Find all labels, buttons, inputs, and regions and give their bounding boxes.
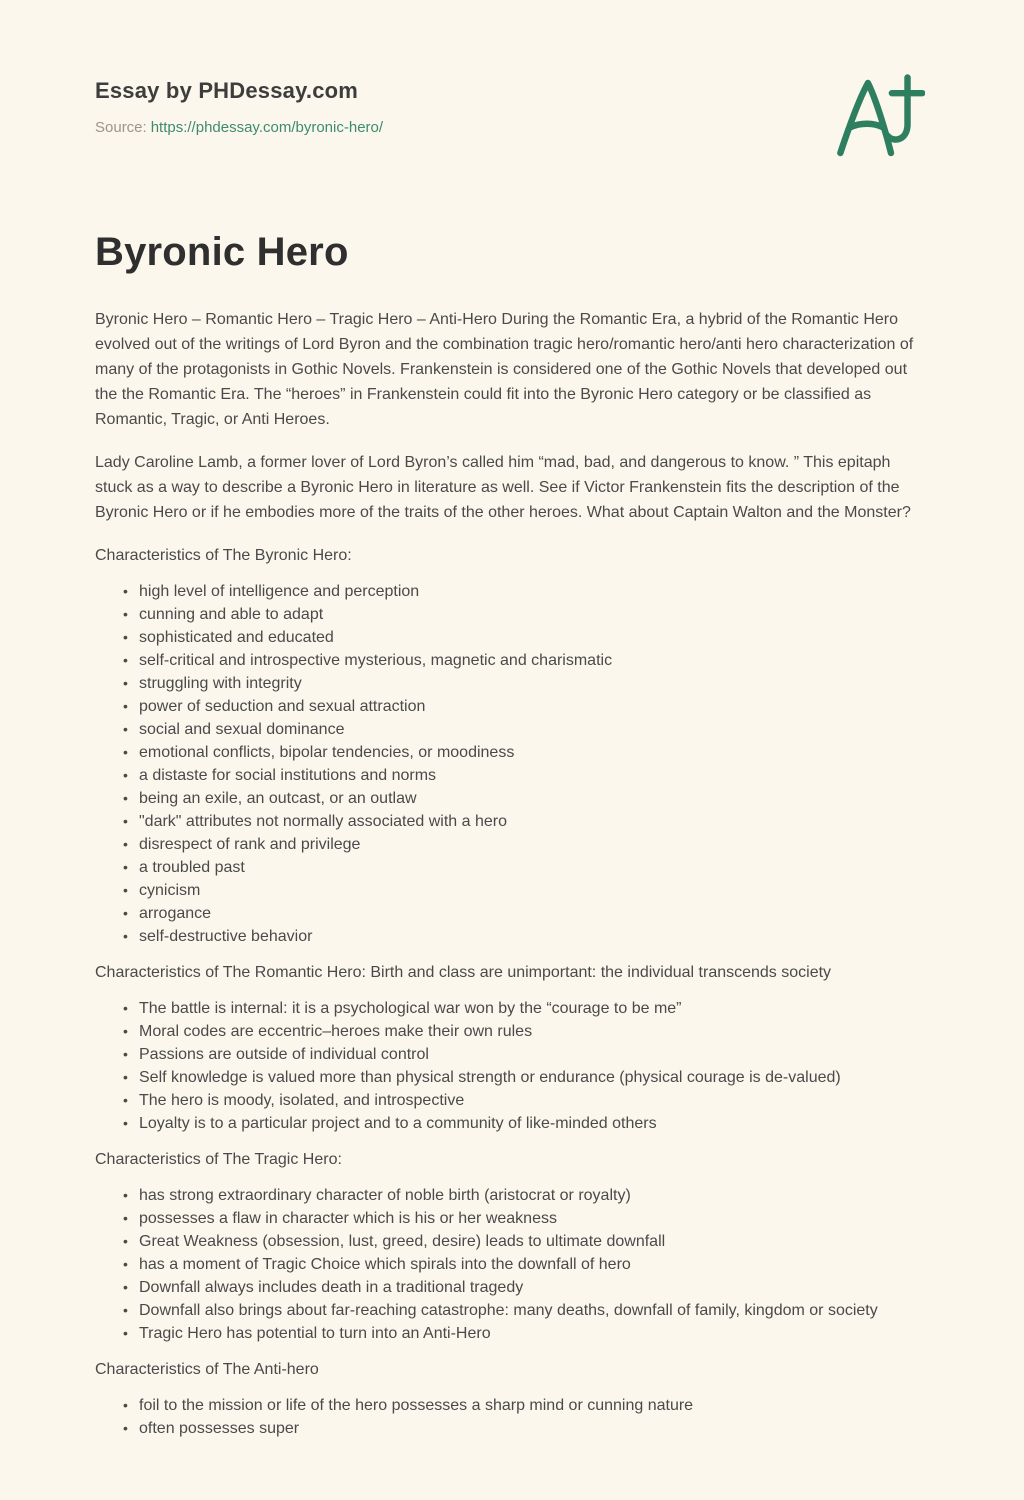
list-item-text: cunning and able to adapt xyxy=(139,606,324,623)
list-item-text: being an exile, an outcast, or an outlaw xyxy=(139,790,417,807)
list-item-text: struggling with integrity xyxy=(139,675,302,692)
section-romantic-hero xyxy=(95,960,929,1135)
list-item xyxy=(123,833,929,856)
list-item-text: Moral codes are eccentric–heroes make their own rules xyxy=(139,1023,533,1040)
phdessay-logo-icon xyxy=(833,70,925,166)
list-item xyxy=(123,1230,929,1253)
source-url-link[interactable]: https://phdessay.com/byronic-hero/ xyxy=(150,119,384,136)
list-item-text: Great Weakness (obsession, lust, greed, desire) leads to ultimate downfall xyxy=(139,1233,666,1250)
list-item-text: The battle is internal: it is a psychological war won by the “courage to be me” xyxy=(139,1000,682,1017)
list-item xyxy=(123,1184,929,1207)
list-item-text: cynicism xyxy=(139,882,201,899)
romantic-hero-traits-list xyxy=(95,997,929,1135)
list-item-text: arrogance xyxy=(139,905,212,922)
list-item-text: Downfall also brings about far-reaching catastrophe: many deaths, downfall of family, kingdom or society xyxy=(139,1302,878,1319)
section-heading-tragic: Characteristics of The Tragic Hero: xyxy=(95,1151,342,1168)
tragic-hero-traits-list xyxy=(95,1184,929,1345)
list-item-text: emotional conflicts, bipolar tendencies, or moodiness xyxy=(139,744,515,761)
list-item xyxy=(123,1207,929,1230)
list-item xyxy=(123,997,929,1020)
section-anti-hero xyxy=(95,1357,929,1440)
list-item xyxy=(123,1020,929,1043)
logo-dagger-stem xyxy=(887,78,907,140)
list-item-text: The hero is moody, isolated, and introspective xyxy=(139,1092,465,1109)
list-item-text: has strong extraordinary character of noble birth (aristocrat or royalty) xyxy=(139,1187,631,1204)
list-item-text: social and sexual dominance xyxy=(139,721,345,738)
list-item xyxy=(123,1276,929,1299)
paragraph-intro: Byronic Hero – Romantic Hero – Tragic Hero – Anti-Hero During the Romantic Era, a hybrid of the Romantic Hero evolved out of the writings of Lord Byron and the combination tragic hero/romantic hero/anti hero characterization of many of the protagonists in Gothic Novels. Frankenstein is considered one of the Gothic Novels that developed out the the Romantic Era. The “heroes” in Frankenstein could fit into the Byronic Hero category or be classified as Romantic, Tragic, or Anti Heroes. xyxy=(95,311,914,428)
list-item-text: a troubled past xyxy=(139,859,245,876)
list-item xyxy=(123,1253,929,1276)
section-heading-byronic: Characteristics of The Byronic Hero: xyxy=(95,547,352,564)
list-item-text: possesses a flaw in character which is his or her weakness xyxy=(139,1210,557,1227)
list-item xyxy=(123,580,929,603)
list-item-text: Passions are outside of individual control xyxy=(139,1046,429,1063)
list-item xyxy=(123,856,929,879)
list-item xyxy=(123,810,929,833)
list-item xyxy=(123,672,929,695)
list-item xyxy=(123,741,929,764)
list-item xyxy=(123,1322,929,1345)
anti-hero-traits-list xyxy=(95,1394,929,1440)
list-item-text: sophisticated and educated xyxy=(139,629,334,646)
logo-letter-a-crossbar xyxy=(850,124,882,127)
list-item xyxy=(123,764,929,787)
paragraph-lamb-quote: Lady Caroline Lamb, a former lover of Lord Byron’s called him “mad, bad, and dangerous to know. ” This epitaph stuck as a way to describe a Byronic Hero in literature as well. See if Victor Frankenstein fits the description of the Byronic Hero or if he embodies more of the traits of the other heroes. What about Captain Walton and the Monster? xyxy=(95,454,911,521)
source-line xyxy=(95,119,383,136)
list-item xyxy=(123,649,929,672)
header-title: Essay by PHDessay.com xyxy=(95,78,359,103)
list-item-text: has a moment of Tragic Choice which spirals into the downfall of hero xyxy=(139,1256,631,1273)
list-item-text: Tragic Hero has potential to turn into an Anti-Hero xyxy=(139,1325,491,1342)
list-item xyxy=(123,879,929,902)
list-item xyxy=(123,1066,929,1089)
list-item xyxy=(123,718,929,741)
list-item xyxy=(123,1417,929,1440)
list-item xyxy=(123,1394,929,1417)
list-item-text: Self knowledge is valued more than physical strength or endurance (physical courage is de-valued) xyxy=(139,1069,841,1086)
list-item xyxy=(123,902,929,925)
byronic-hero-traits-list xyxy=(95,580,929,948)
list-item-text: Downfall always includes death in a traditional tragedy xyxy=(139,1279,524,1296)
list-item-text: high level of intelligence and perception xyxy=(139,583,420,600)
list-item-text: a distaste for social institutions and norms xyxy=(139,767,437,784)
list-item-text: Loyalty is to a particular project and to a community of like-minded others xyxy=(139,1115,657,1132)
section-byronic-hero xyxy=(95,543,929,948)
list-item xyxy=(123,1043,929,1066)
list-item-text: disrespect of rank and privilege xyxy=(139,836,361,853)
list-item xyxy=(123,626,929,649)
essay-title: Byronic Hero xyxy=(95,230,349,274)
list-item xyxy=(123,1089,929,1112)
section-heading-anti-hero: Characteristics of The Anti-hero xyxy=(95,1361,319,1378)
section-heading-romantic: Characteristics of The Romantic Hero: Birth and class are unimportant: the individual transcends society xyxy=(95,964,832,981)
list-item xyxy=(123,925,929,948)
page-header xyxy=(95,78,929,166)
list-item xyxy=(123,695,929,718)
list-item xyxy=(123,1112,929,1135)
list-item-text: foil to the mission or life of the hero possesses a sharp mind or cunning nature xyxy=(139,1397,694,1414)
list-item xyxy=(123,1299,929,1322)
source-label: Source: xyxy=(95,119,147,136)
header-left xyxy=(95,78,383,136)
list-item-text: often possesses super xyxy=(139,1420,300,1437)
list-item xyxy=(123,603,929,626)
list-item-text: self-critical and introspective mysterious, magnetic and charismatic xyxy=(139,652,613,669)
section-tragic-hero xyxy=(95,1147,929,1345)
list-item xyxy=(123,787,929,810)
list-item-text: "dark" attributes not normally associated with a hero xyxy=(139,813,507,830)
logo-letter-a xyxy=(840,83,891,153)
list-item-text: self-destructive behavior xyxy=(139,928,313,945)
list-item-text: power of seduction and sexual attraction xyxy=(139,698,426,715)
